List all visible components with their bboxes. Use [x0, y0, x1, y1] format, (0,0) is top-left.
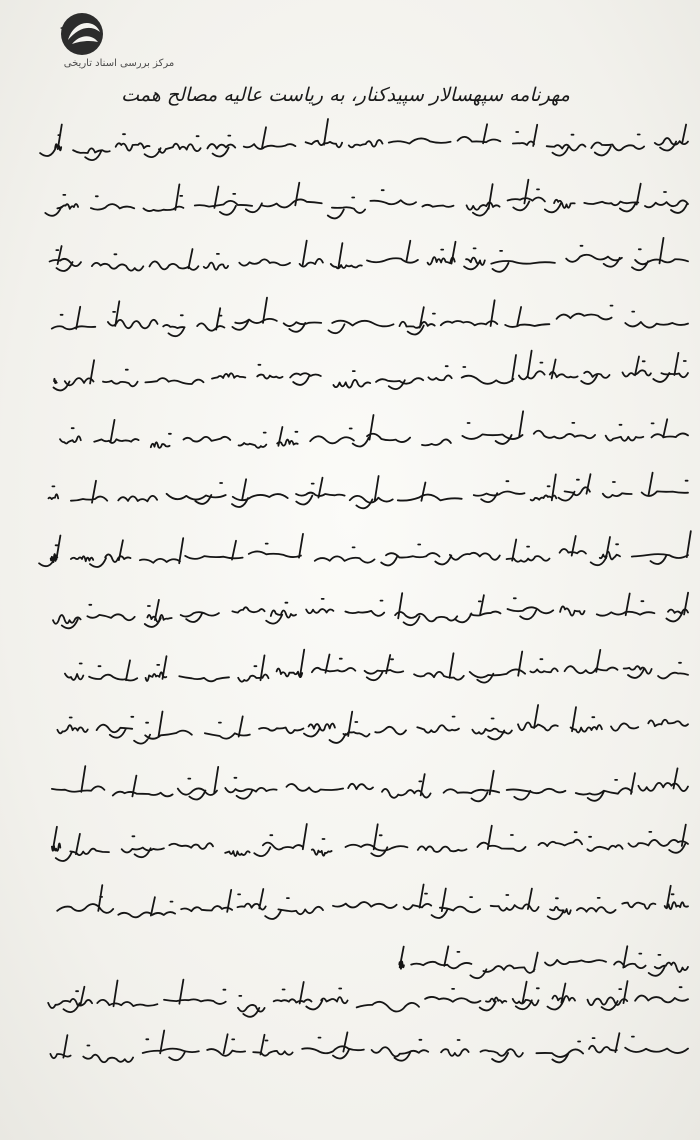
body-line [44, 762, 690, 821]
footnote-ink-strokes [44, 1028, 690, 1074]
body-ink-path [54, 351, 689, 391]
body-line [44, 645, 690, 704]
body-line [44, 294, 690, 353]
body-ink-path [57, 884, 688, 919]
body-ink-path [52, 766, 688, 801]
body-ink-path [53, 593, 688, 629]
body-line [44, 469, 690, 528]
body-ink-path [40, 119, 688, 160]
archive-logo [14, 10, 224, 70]
body-line [44, 352, 690, 411]
handwritten-footnote [44, 982, 690, 1074]
body-ink-path [399, 946, 688, 978]
body-ink-path [60, 411, 688, 448]
body-ink-path [65, 649, 688, 682]
body-ink-strokes [44, 294, 690, 352]
body-ink-path [45, 179, 688, 218]
archive-logo-caption: مرکز بررسی اسناد تاریخی [63, 58, 175, 69]
body-ink-strokes [44, 528, 690, 586]
body-line [44, 879, 690, 938]
body-ink-path [52, 824, 688, 861]
body-ink-strokes [44, 762, 690, 820]
body-ink-path [57, 705, 688, 744]
body-line [44, 528, 690, 587]
body-ink-strokes [44, 703, 690, 761]
body-ink-strokes [44, 645, 690, 703]
body-ink-strokes [44, 586, 690, 644]
handwritten-body [44, 118, 690, 996]
body-line [44, 586, 690, 645]
body-ink-strokes [44, 177, 690, 235]
body-ink-path [50, 238, 688, 272]
body-ink-path [49, 473, 689, 509]
body-ink-strokes [44, 352, 690, 410]
footnote-ink-path [48, 980, 688, 1017]
document-heading-text: مهرنامه سپهسالار سپیدکنار، به ریاست عالیه مصالح همت [121, 84, 570, 106]
body-ink-strokes [44, 469, 690, 527]
body-line [44, 411, 690, 470]
footnote-ink-path [50, 1031, 688, 1063]
body-ink-strokes [44, 235, 690, 293]
body-line [44, 177, 690, 236]
body-line [44, 235, 690, 294]
footnote-ink-strokes [44, 982, 690, 1028]
footnote-line [44, 1028, 690, 1074]
body-ink-path [39, 531, 691, 567]
archive-seal-icon [54, 10, 106, 58]
body-ink-strokes [44, 118, 690, 176]
body-line [44, 118, 690, 177]
body-ink-path [52, 297, 688, 336]
footnote-line [44, 982, 690, 1028]
body-line [44, 820, 690, 879]
body-ink-strokes [44, 879, 690, 937]
body-line [44, 703, 690, 762]
document-heading [121, 80, 570, 120]
body-ink-strokes [44, 820, 690, 878]
body-ink-strokes [44, 411, 690, 469]
